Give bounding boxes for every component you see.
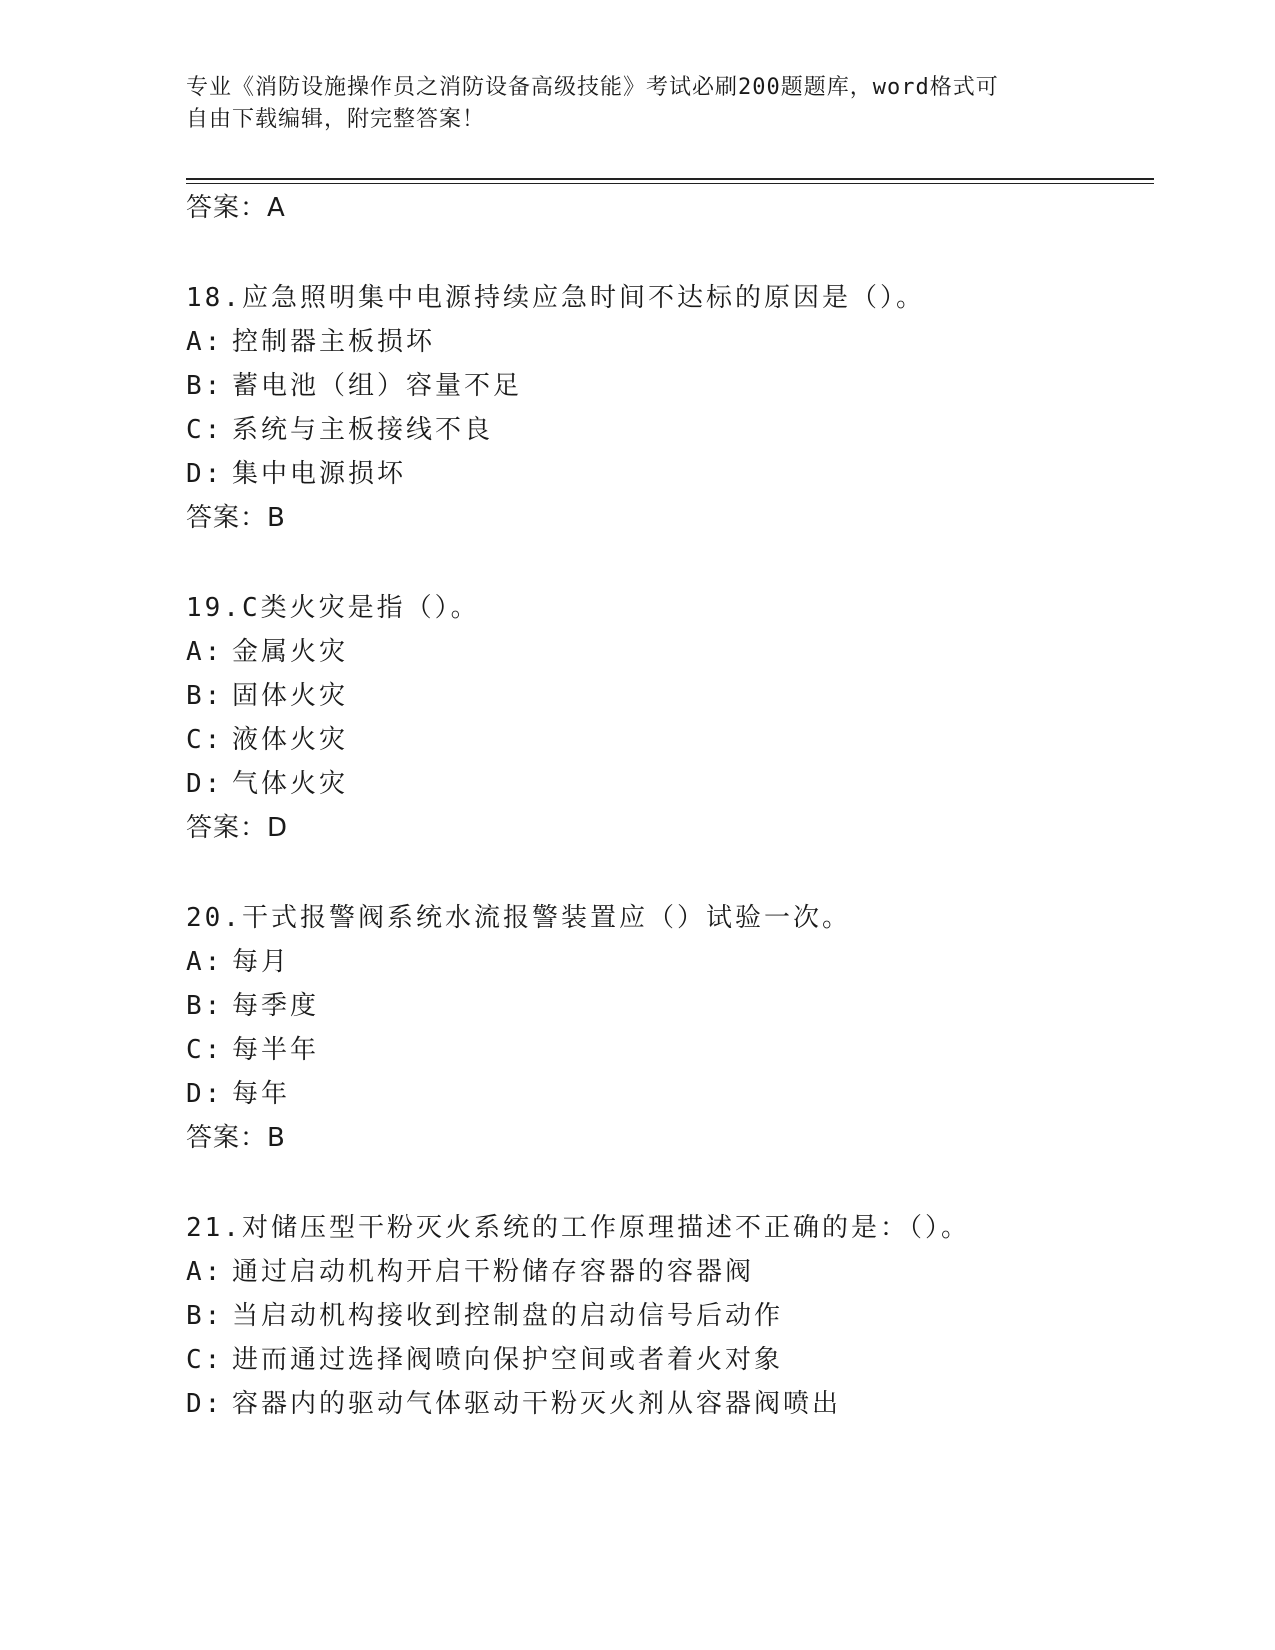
option-text: 容器内的驱动气体驱动干粉灭火剂从容器阀喷出	[232, 1389, 842, 1419]
question-18-option-a	[186, 324, 435, 360]
option-text: 每年	[232, 1079, 291, 1109]
option-text: 进而通过选择阀喷向保护空间或者着火对象	[232, 1345, 784, 1375]
option-text: 金属火灾	[232, 637, 349, 667]
option-letter: A:	[186, 1257, 224, 1287]
question-18-stem: 18.应急照明集中电源持续应急时间不达标的原因是（）。	[186, 283, 925, 313]
question-19-option-a	[186, 634, 348, 670]
option-letter: A:	[186, 947, 224, 977]
option-letter: C:	[186, 415, 224, 445]
option-letter: B:	[186, 1301, 224, 1331]
option-letter: D:	[186, 459, 224, 489]
option-text: 系统与主板接线不良	[232, 415, 494, 445]
option-text: 集中电源损坏	[232, 459, 407, 489]
option-text: 每半年	[232, 1035, 320, 1065]
option-letter: A:	[186, 637, 224, 667]
option-text: 每月	[232, 947, 291, 977]
question-20-option-d	[186, 1076, 290, 1112]
answer-18: 答案：B	[186, 503, 286, 533]
question-19-option-b	[186, 678, 348, 714]
answer-19: 答案：D	[186, 813, 289, 843]
option-text: 固体火灾	[232, 681, 349, 711]
option-text: 控制器主板损坏	[232, 327, 436, 357]
question-21-option-d	[186, 1386, 841, 1422]
option-text: 通过启动机构开启干粉储存容器的容器阀	[232, 1257, 755, 1287]
question-20-option-c	[186, 1032, 319, 1068]
question-19-option-c	[186, 722, 348, 758]
option-letter: A:	[186, 327, 224, 357]
question-21-stem: 21.对储压型干粉灭火系统的工作原理描述不正确的是：（）。	[186, 1213, 970, 1243]
header-rule-thick	[186, 178, 1154, 180]
question-20-stem: 20.干式报警阀系统水流报警装置应（）试验一次。	[186, 903, 851, 933]
option-text: 每季度	[232, 991, 320, 1021]
option-letter: D:	[186, 1079, 224, 1109]
header-rule-thin	[186, 183, 1154, 184]
question-20-option-b	[186, 988, 319, 1024]
question-18-option-c	[186, 412, 493, 448]
question-21-option-a	[186, 1254, 754, 1290]
header-line-1: 专业《消防设施操作员之消防设备高级技能》考试必刷200题题库，word格式可	[186, 75, 999, 100]
question-18-option-d	[186, 456, 406, 492]
question-18-option-b	[186, 368, 522, 404]
question-21-option-b	[186, 1298, 783, 1334]
option-text: 当启动机构接收到控制盘的启动信号后动作	[232, 1301, 784, 1331]
question-19-stem: 19.C类火灾是指（）。	[186, 593, 480, 623]
option-letter: D:	[186, 1389, 224, 1419]
option-letter: C:	[186, 725, 224, 755]
header-line-2: 自由下载编辑，附完整答案！	[186, 107, 486, 132]
option-letter: B:	[186, 371, 224, 401]
option-letter: B:	[186, 681, 224, 711]
answer-20: 答案：B	[186, 1123, 286, 1153]
question-21-option-c	[186, 1342, 783, 1378]
option-text: 气体火灾	[232, 769, 349, 799]
option-letter: C:	[186, 1035, 224, 1065]
option-text: 蓄电池（组）容量不足	[232, 371, 523, 401]
option-letter: D:	[186, 769, 224, 799]
option-letter: C:	[186, 1345, 224, 1375]
question-20-option-a	[186, 944, 290, 980]
option-letter: B:	[186, 991, 224, 1021]
option-text: 液体火灾	[232, 725, 349, 755]
question-19-option-d	[186, 766, 348, 802]
answer-17: 答案：A	[186, 193, 286, 223]
document-header	[186, 72, 1086, 136]
